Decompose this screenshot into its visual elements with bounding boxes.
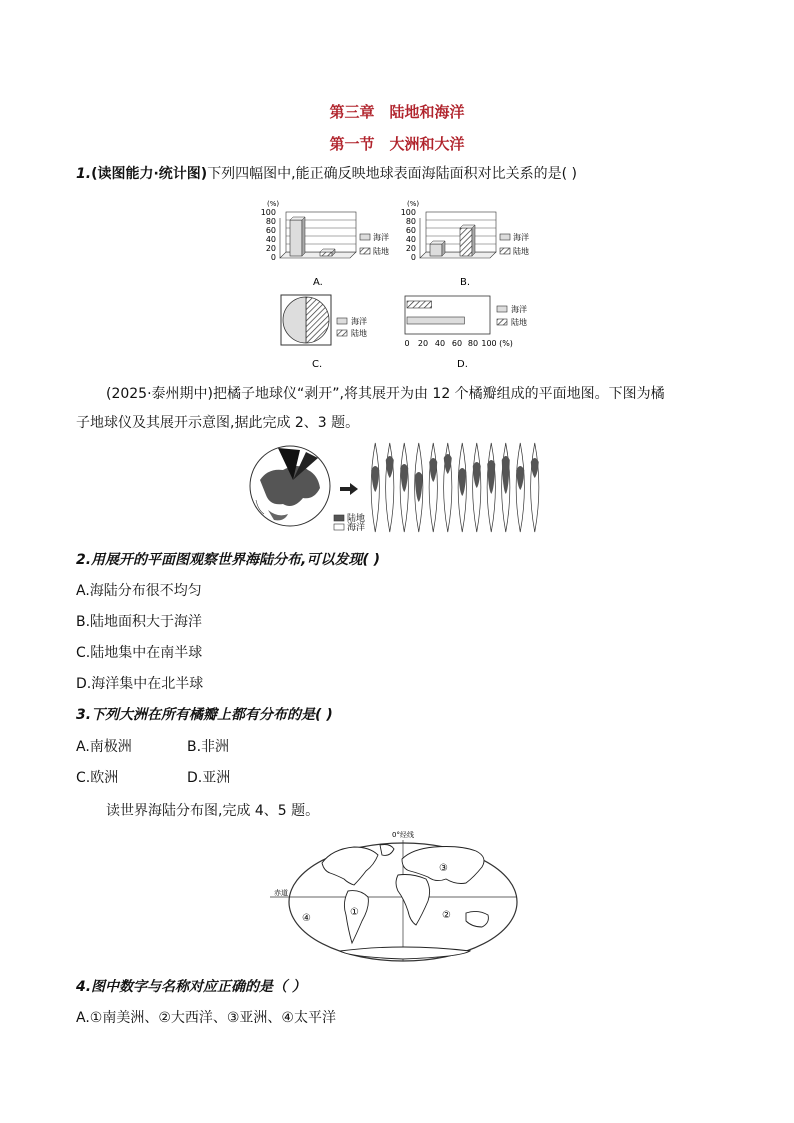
legend-ocean-swatch (497, 306, 507, 312)
chart-c-legend-ocean: 海洋 (351, 317, 367, 326)
chart-d-xtick: 20 (417, 339, 429, 348)
map-mark-1: ① (350, 907, 359, 918)
chart-a-ytick: 20 (265, 244, 276, 253)
chart-b-legend-land: 陆地 (513, 247, 529, 256)
orange-peel-gores (371, 443, 539, 532)
world-map-figure (270, 825, 530, 965)
legend-ocean-swatch (360, 234, 370, 240)
chart-bar-side (302, 217, 305, 256)
chart-a-legend-ocean: 海洋 (373, 233, 389, 242)
chart-a-ytick: 60 (265, 226, 276, 235)
chart-d-xtick: 0 (404, 339, 410, 348)
chapter-title: 第三章 陆地和海洋 (329, 103, 465, 121)
chart-b-legend-ocean: 海洋 (513, 233, 529, 242)
question-2-option-c: C.陆地集中在南半球 (76, 645, 203, 661)
globe-legend-land: 陆地 (347, 514, 366, 524)
chart-bar-top (430, 241, 445, 244)
legend-land-swatch (360, 248, 370, 254)
chart-bar (407, 317, 464, 324)
prime-meridian-label: 0°经线 (392, 831, 414, 839)
passage-1-line-1: (2025·泰州期中)把橘子地球仪“剥开”,将其展开为由 12 个橘瓣组成的平面地图。下图为橘 (106, 386, 665, 402)
chart-b-unit: (%) (407, 200, 420, 208)
chart-d-legend-ocean: 海洋 (511, 305, 527, 314)
chart-a-legend-land: 陆地 (373, 247, 389, 256)
chart-bar (320, 252, 332, 256)
arrow-icon (340, 483, 358, 495)
equator-label: 赤道 (274, 889, 288, 897)
chart-bar (460, 228, 472, 256)
legend-land-swatch (497, 319, 507, 325)
chart-a-ytick: 100 (260, 208, 276, 217)
chart-b-ytick: 60 (405, 226, 416, 235)
chart-bar-top (320, 249, 335, 252)
legend-land-swatch (334, 515, 344, 521)
question-1-tag: (读图能力·统计图) (91, 166, 208, 182)
chart-b (395, 198, 545, 288)
chart-a-label: A. (313, 277, 323, 288)
question-4-option-a: A.①南美洲、②大西洋、③亚洲、④太平洋 (76, 1010, 336, 1026)
orange-globe-figure (248, 440, 548, 535)
question-3-option-a: A.南极洲 (76, 739, 132, 755)
map-mark-4: ④ (302, 913, 311, 924)
question-3-option-b: B.非洲 (187, 739, 230, 755)
chart-b-ytick: 40 (405, 235, 416, 244)
chart-a-ytick: 0 (270, 253, 276, 262)
question-2-stem: 2.用展开的平面图观察世界海陆分布,可以发现( ) (76, 552, 381, 568)
chart-d (400, 292, 550, 372)
chart-b-ytick: 0 (410, 253, 416, 262)
chart-a-ytick: 80 (265, 217, 276, 226)
chart-a-ytick: 40 (265, 235, 276, 244)
legend-ocean-swatch (500, 234, 510, 240)
chart-b-ytick: 100 (400, 208, 416, 217)
question-4-stem: 4.图中数字与名称对应正确的是（ ） (76, 979, 306, 995)
question-3-stem: 3.下列大洲在所有橘瓣上都有分布的是( ) (76, 707, 333, 723)
legend-land-swatch (500, 248, 510, 254)
chart-c-label: C. (312, 359, 323, 370)
chart-d-xtick: 80 (467, 339, 479, 348)
map-mark-2: ② (442, 910, 451, 921)
section-title: 第一节 大洲和大洋 (329, 135, 465, 153)
chart-d-xtick: 40 (434, 339, 446, 348)
question-3-option-c: C.欧洲 (76, 770, 119, 786)
chart-d-xtick: 100 (481, 339, 497, 348)
legend-land-swatch (337, 330, 347, 336)
map-mark-3: ③ (439, 863, 448, 874)
chart-d-label: D. (457, 359, 468, 370)
chart-a-unit: (%) (267, 200, 280, 208)
passage-1-line-2: 子地球仪及其展开示意图,据此完成 2、3 题。 (76, 415, 360, 431)
globe-illustration (250, 446, 330, 526)
question-1-number: 1. (76, 166, 92, 182)
chart-bar (407, 301, 432, 308)
legend-ocean-swatch (334, 524, 344, 530)
question-2-option-a: A.海陆分布很不均匀 (76, 583, 202, 599)
chart-bar-top (460, 225, 475, 228)
passage-2: 读世界海陆分布图,完成 4、5 题。 (106, 803, 320, 819)
legend-ocean-swatch (337, 318, 347, 324)
chart-d-legend-land: 陆地 (511, 318, 527, 327)
globe-legend-ocean: 海洋 (347, 523, 366, 533)
chart-b-ytick: 20 (405, 244, 416, 253)
chart-c (278, 292, 388, 372)
question-2-option-d: D.海洋集中在北半球 (76, 676, 204, 692)
chart-b-ytick: 80 (405, 217, 416, 226)
chart-bar (430, 244, 442, 256)
chart-a (255, 198, 405, 288)
question-1-stem: 下列四幅图中,能正确反映地球表面海陆面积对比关系的是( ) (207, 166, 578, 182)
question-3-option-d: D.亚洲 (187, 770, 231, 786)
gore (531, 443, 539, 532)
chart-b-label: B. (460, 277, 471, 288)
chart-d-xtick: 60 (451, 339, 463, 348)
chart-bar (290, 220, 302, 256)
question-1 (76, 163, 577, 183)
question-2-option-b: B.陆地面积大于海洋 (76, 614, 203, 630)
chart-c-legend-land: 陆地 (351, 329, 367, 338)
chart-d-xtick: (%) (499, 339, 513, 348)
chart-bar-side (472, 225, 475, 256)
chart-bar-top (290, 217, 305, 220)
gore (429, 443, 437, 532)
